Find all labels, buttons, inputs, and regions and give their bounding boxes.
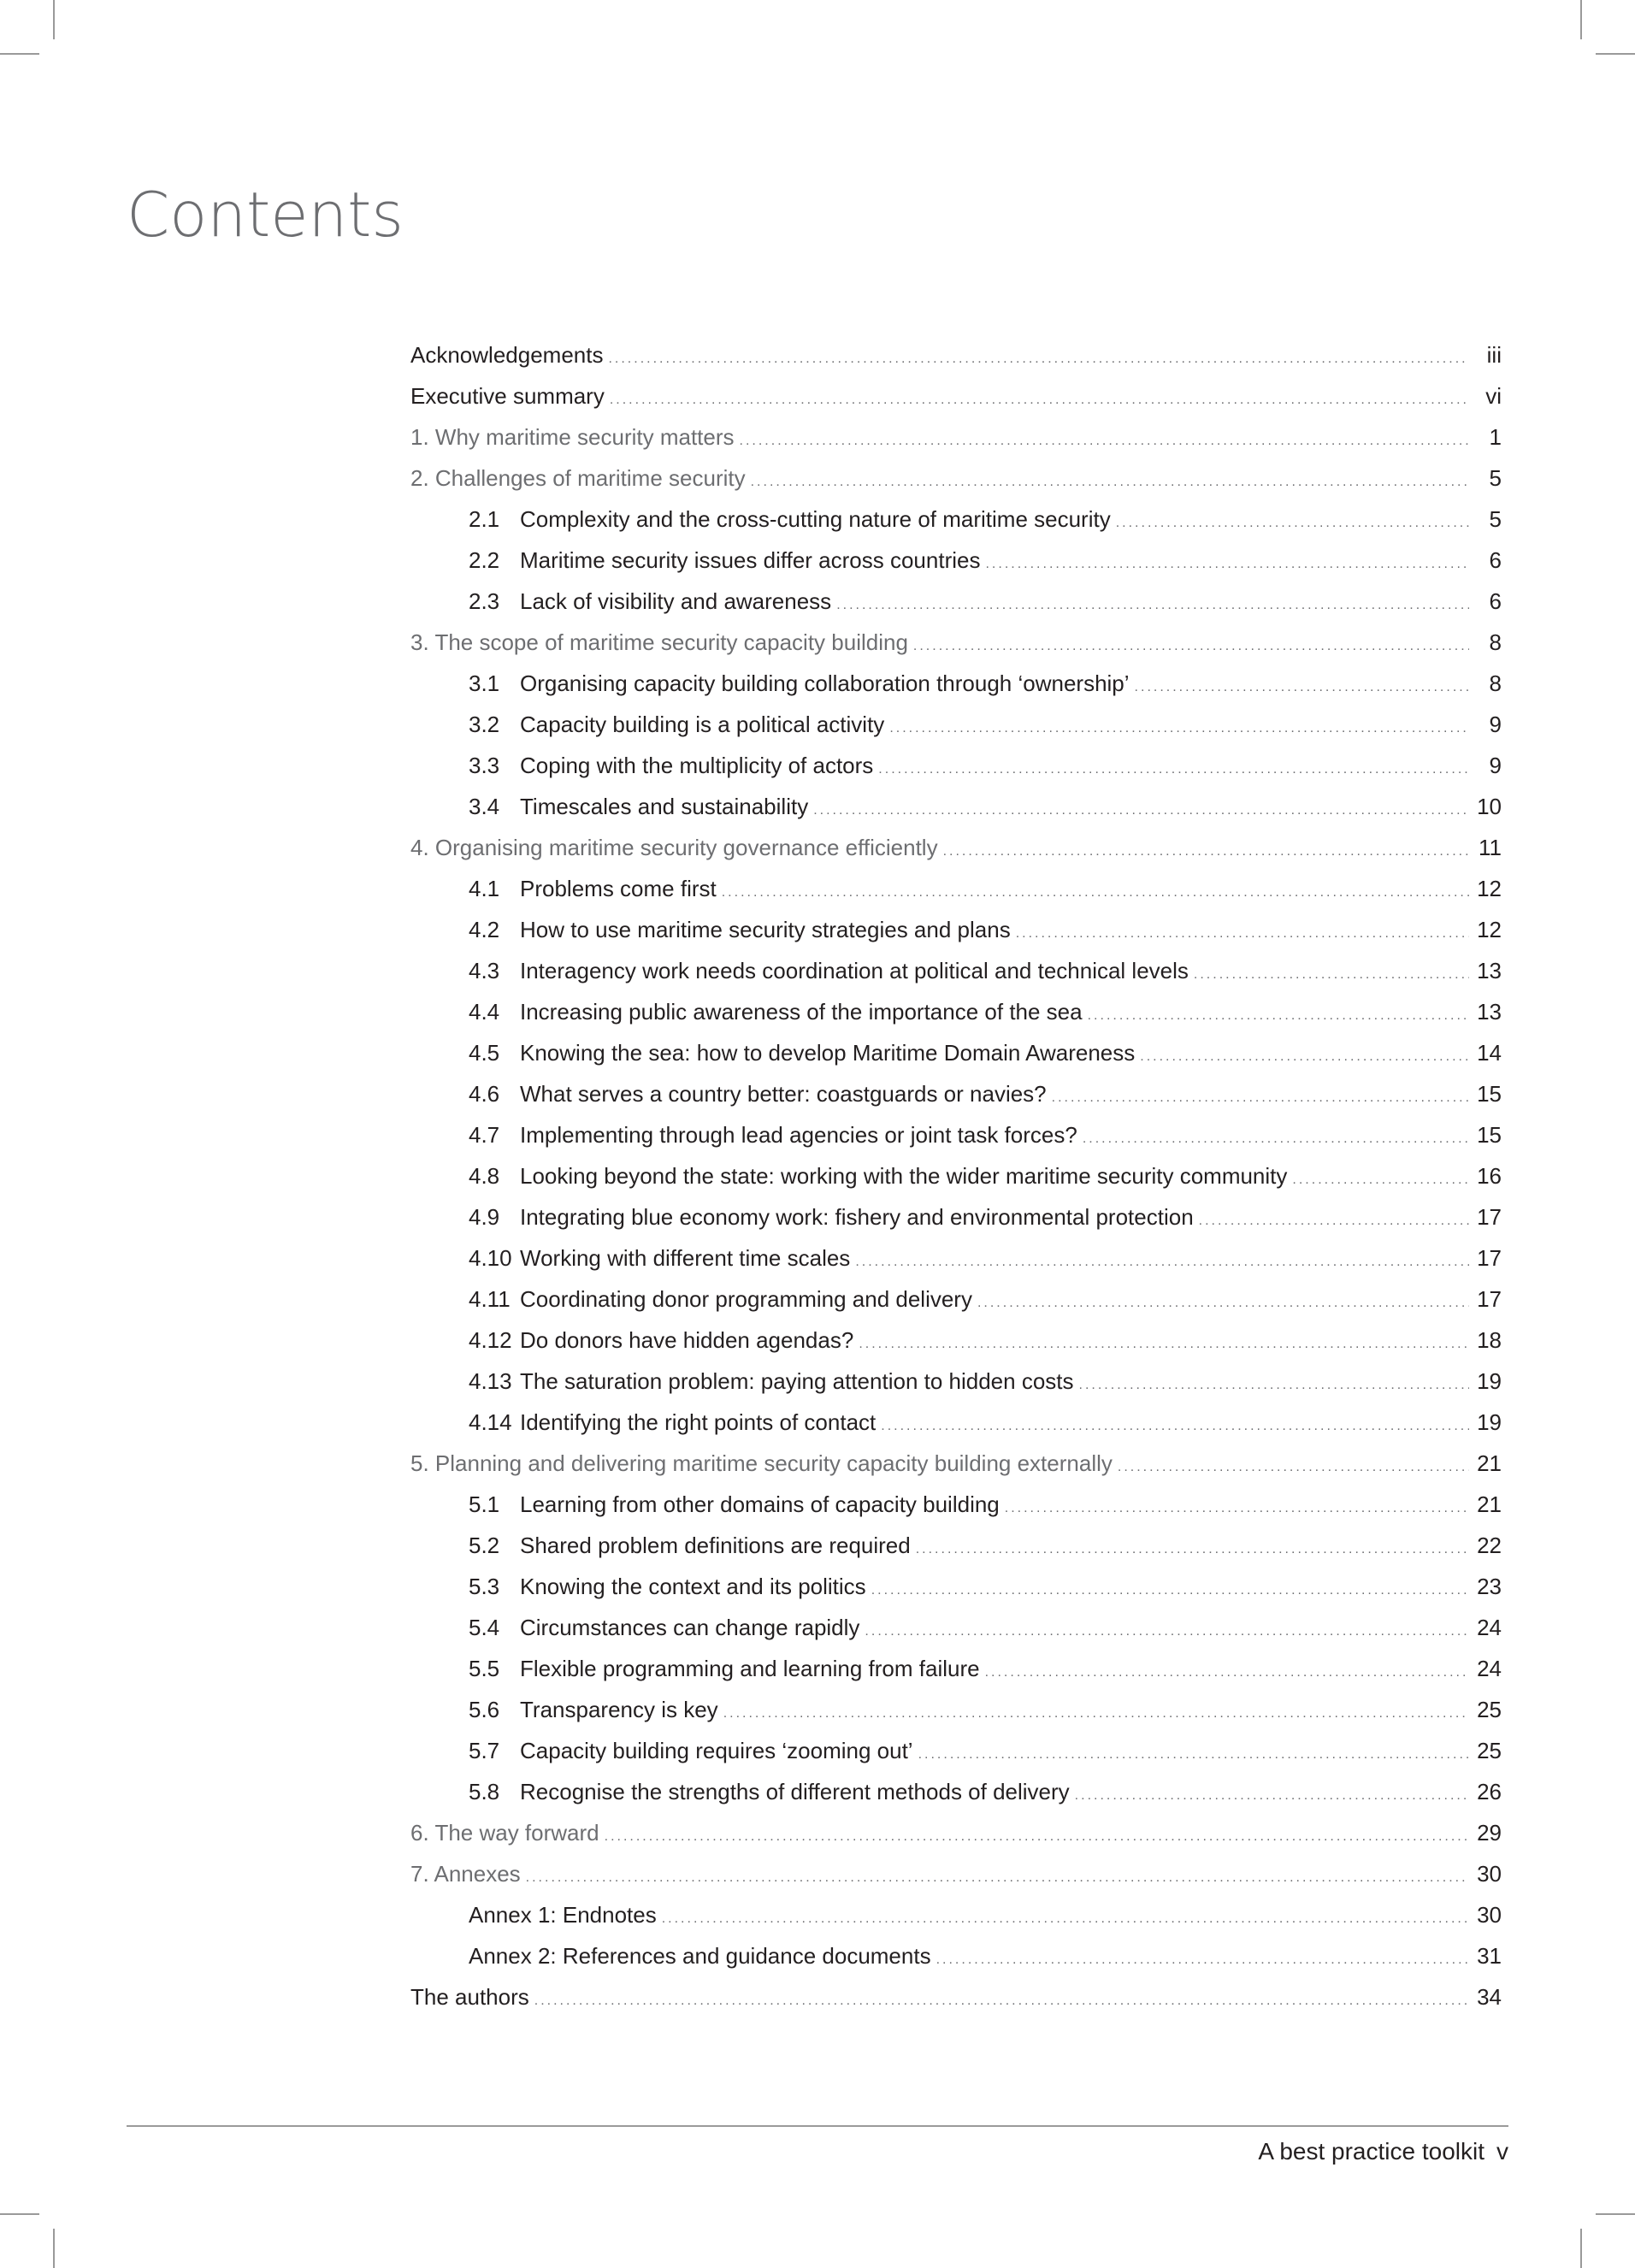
toc-entry[interactable]	[410, 909, 1502, 950]
toc-entry-number: 4.4	[469, 999, 500, 1025]
toc-entry-title: What serves a country better: coastguards or navies?	[520, 1081, 1047, 1107]
dot-leader	[1118, 1447, 1469, 1488]
dot-leader	[610, 380, 1469, 421]
toc-entry-page: 30	[1477, 1902, 1502, 1928]
toc-entry-page: 15	[1477, 1081, 1502, 1107]
toc-entry[interactable]	[410, 1607, 1502, 1648]
toc-entry-page: 19	[1477, 1368, 1502, 1394]
toc-entry-page: 13	[1477, 999, 1502, 1025]
crop-mark	[1580, 2229, 1582, 2268]
toc-entry-title: 1. Why maritime security matters	[410, 424, 735, 450]
toc-entry[interactable]	[410, 991, 1502, 1032]
toc-entry[interactable]	[410, 458, 1502, 499]
toc-entry-page: 6	[1489, 588, 1502, 614]
toc-entry-number: 4.1	[469, 876, 500, 901]
toc-entry-page: 25	[1477, 1697, 1502, 1722]
dot-leader	[1075, 1775, 1469, 1816]
toc-entry[interactable]	[410, 1361, 1502, 1402]
dot-leader	[916, 1529, 1469, 1570]
toc-entry[interactable]	[410, 786, 1502, 827]
toc-entry[interactable]	[410, 868, 1502, 909]
dot-leader	[723, 1693, 1469, 1734]
toc-entry-number: 4.9	[469, 1204, 500, 1230]
toc-entry-number: 4.11	[469, 1286, 511, 1312]
toc-entry-number: 3.3	[469, 753, 500, 778]
toc-entry[interactable]	[410, 1935, 1502, 1976]
toc-entry[interactable]	[410, 1279, 1502, 1320]
toc-entry-number: 4.5	[469, 1040, 500, 1066]
dot-leader	[662, 1899, 1469, 1940]
toc-entry-page: 18	[1477, 1327, 1502, 1353]
dot-leader	[878, 749, 1469, 790]
toc-entry-title: Increasing public awareness of the importance of the sea	[520, 999, 1083, 1025]
page-footer	[1258, 2135, 1508, 2169]
toc-entry-title: Recognise the strengths of different methods of delivery	[520, 1779, 1070, 1804]
toc-entry-title: Flexible programming and learning from failure	[520, 1656, 980, 1681]
dot-leader	[534, 1981, 1469, 2022]
toc-entry-title: Knowing the context and its politics	[520, 1574, 866, 1599]
toc-entry-number: 4.10	[469, 1245, 512, 1271]
dot-leader	[813, 790, 1469, 831]
toc-entry[interactable]	[410, 1976, 1502, 2017]
toc-entry-page: 9	[1489, 753, 1502, 778]
toc-entry-page: 5	[1489, 465, 1502, 491]
dot-leader	[865, 1611, 1469, 1652]
toc-entry-page: 22	[1477, 1533, 1502, 1558]
toc-entry[interactable]	[410, 1402, 1502, 1443]
toc-entry-number: 2.3	[469, 588, 500, 614]
toc-entry[interactable]	[410, 704, 1502, 745]
dot-leader	[526, 1858, 1469, 1899]
toc-entry-page: 21	[1477, 1450, 1502, 1476]
toc-entry-title: Shared problem definitions are required	[520, 1533, 911, 1558]
toc-entry-page: 24	[1477, 1615, 1502, 1640]
dot-leader	[855, 1242, 1469, 1283]
toc-entry-title: Capacity building is a political activity	[520, 712, 885, 737]
toc-entry-title: Do donors have hidden agendas?	[520, 1327, 854, 1353]
crop-mark	[1596, 53, 1635, 55]
toc-entry[interactable]	[410, 1196, 1502, 1237]
toc-entry[interactable]	[410, 540, 1502, 581]
toc-entry-page: 17	[1477, 1245, 1502, 1271]
toc-entry-number: 4.7	[469, 1122, 500, 1148]
toc-entry[interactable]	[410, 1730, 1502, 1771]
toc-entry-page: 19	[1477, 1409, 1502, 1435]
toc-entry-title: 2. Challenges of maritime security	[410, 465, 746, 491]
dot-leader	[1052, 1078, 1469, 1119]
toc-entry-title: Acknowledgements	[410, 342, 604, 368]
dot-leader	[836, 585, 1469, 626]
crop-mark	[0, 2213, 39, 2215]
toc-entry[interactable]	[410, 1114, 1502, 1155]
toc-entry-title: Organising capacity building collaboration through ‘ownership’	[520, 670, 1130, 696]
toc-entry-page: vi	[1485, 383, 1502, 409]
dot-leader	[1292, 1160, 1469, 1201]
toc-entry-title: Learning from other domains of capacity building	[520, 1491, 1000, 1517]
dot-leader	[1194, 954, 1469, 995]
dot-leader	[751, 462, 1469, 503]
toc-entry-page: 13	[1477, 958, 1502, 983]
toc-entry-number: 5.8	[469, 1779, 500, 1804]
toc-entry-title: Identifying the right points of contact	[520, 1409, 877, 1435]
toc-entry-title: 7. Annexes	[410, 1861, 521, 1887]
toc-entry-page: 31	[1477, 1943, 1502, 1969]
dot-leader	[881, 1406, 1469, 1447]
toc-entry[interactable]	[410, 1894, 1502, 1935]
toc-entry[interactable]	[410, 1812, 1502, 1853]
dot-leader	[985, 1652, 1469, 1693]
toc-entry-number: 5.1	[469, 1491, 500, 1517]
dot-leader	[1135, 667, 1469, 708]
dot-leader	[1079, 1365, 1469, 1406]
toc-entry-number: 3.4	[469, 794, 500, 819]
toc-entry-number: 5.4	[469, 1615, 500, 1640]
footer-text: A best practice toolkit	[1258, 2138, 1484, 2165]
toc-entry-page: 5	[1489, 506, 1502, 532]
toc-entry-page: 21	[1477, 1491, 1502, 1517]
toc-entry-number: 5.3	[469, 1574, 500, 1599]
toc-entry[interactable]	[410, 827, 1502, 868]
toc-entry[interactable]	[410, 581, 1502, 622]
toc-entry-title: Annex 1: Endnotes	[469, 1902, 657, 1928]
toc-entry-title: 4. Organising maritime security governance efficiently	[410, 835, 938, 860]
toc-entry-title: Executive summary	[410, 383, 605, 409]
toc-entry-page: 24	[1477, 1656, 1502, 1681]
toc-entry[interactable]	[410, 1566, 1502, 1607]
toc-entry-number: 4.12	[469, 1327, 512, 1353]
dot-leader	[1016, 913, 1469, 954]
toc-entry[interactable]	[410, 950, 1502, 991]
toc-entry[interactable]	[410, 334, 1502, 375]
crop-mark	[53, 2229, 55, 2268]
toc-entry-page: 8	[1489, 629, 1502, 655]
toc-entry-title: Working with different time scales	[520, 1245, 851, 1271]
toc-entry[interactable]	[410, 416, 1502, 458]
toc-entry[interactable]	[410, 1689, 1502, 1730]
toc-entry[interactable]	[410, 745, 1502, 786]
toc-entry-title: 3. The scope of maritime security capacity building	[410, 629, 908, 655]
dot-leader	[985, 544, 1469, 585]
dot-leader	[913, 626, 1469, 667]
toc-entry-title: Lack of visibility and awareness	[520, 588, 832, 614]
toc-entry[interactable]	[410, 1032, 1502, 1073]
toc-entry-title: The saturation problem: paying attention to hidden costs	[520, 1368, 1074, 1394]
toc-entry-title: Integrating blue economy work: fishery and environmental protection	[520, 1204, 1194, 1230]
toc-entry-page: 12	[1477, 876, 1502, 901]
dot-leader	[943, 831, 1469, 872]
toc-entry-title: Timescales and sustainability	[520, 794, 809, 819]
toc-entry[interactable]	[410, 1073, 1502, 1114]
toc-entry-page: 34	[1477, 1984, 1502, 2010]
dot-leader	[1083, 1119, 1469, 1160]
footer-rule	[127, 2125, 1508, 2127]
toc-entry-title: Complexity and the cross-cutting nature of maritime security	[520, 506, 1111, 532]
dot-leader	[740, 421, 1469, 462]
toc-entry-number: 4.13	[469, 1368, 512, 1394]
toc-entry-title: How to use maritime security strategies and plans	[520, 917, 1011, 942]
dot-leader	[1005, 1488, 1469, 1529]
toc-entry[interactable]	[410, 1320, 1502, 1361]
toc-entry-page: 26	[1477, 1779, 1502, 1804]
toc-entry-number: 3.2	[469, 712, 500, 737]
toc-entry-number: 4.3	[469, 958, 500, 983]
toc-entry-page: 10	[1477, 794, 1502, 819]
toc-entry-page: 15	[1477, 1122, 1502, 1148]
toc-entry-number: 2.1	[469, 506, 500, 532]
table-of-contents	[410, 334, 1502, 2017]
toc-entry-title: 5. Planning and delivering maritime security capacity building externally	[410, 1450, 1113, 1476]
toc-entry-title: Interagency work needs coordination at political and technical levels	[520, 958, 1189, 983]
toc-entry-title: Maritime security issues differ across countries	[520, 547, 981, 573]
toc-entry-page: 25	[1477, 1738, 1502, 1763]
toc-entry-title: Capacity building requires ‘zooming out’	[520, 1738, 913, 1763]
dot-leader	[859, 1324, 1469, 1365]
toc-entry-page: 8	[1489, 670, 1502, 696]
toc-entry-page: 29	[1477, 1820, 1502, 1846]
toc-entry-page: 11	[1479, 835, 1502, 860]
dot-leader	[1140, 1037, 1469, 1078]
toc-entry-page: iii	[1486, 342, 1502, 368]
toc-entry[interactable]	[410, 1237, 1502, 1279]
toc-entry-number: 2.2	[469, 547, 500, 573]
page-number: v	[1496, 2138, 1508, 2165]
toc-entry-page: 23	[1477, 1574, 1502, 1599]
toc-entry-title: Looking beyond the state: working with the wider maritime security community	[520, 1163, 1288, 1189]
toc-entry-title: Transparency is key	[520, 1697, 718, 1722]
toc-entry[interactable]	[410, 622, 1502, 663]
dot-leader	[977, 1283, 1469, 1324]
toc-entry-title: Annex 2: References and guidance documents	[469, 1943, 931, 1969]
toc-entry-number: 4.2	[469, 917, 500, 942]
toc-entry-number: 5.7	[469, 1738, 500, 1763]
toc-entry[interactable]	[410, 1443, 1502, 1484]
dot-leader	[918, 1734, 1469, 1775]
toc-entry-title: Knowing the sea: how to develop Maritime Domain Awareness	[520, 1040, 1136, 1066]
toc-entry[interactable]	[410, 1771, 1502, 1812]
toc-entry[interactable]	[410, 499, 1502, 540]
toc-entry-title: Coping with the multiplicity of actors	[520, 753, 874, 778]
toc-entry-number: 4.8	[469, 1163, 500, 1189]
toc-entry-title: Circumstances can change rapidly	[520, 1615, 860, 1640]
dot-leader	[1116, 503, 1469, 544]
page-title: Contents	[127, 179, 404, 251]
toc-entry[interactable]	[410, 1648, 1502, 1689]
toc-entry-title: Problems come first	[520, 876, 717, 901]
toc-entry-page: 17	[1477, 1286, 1502, 1312]
toc-entry-number: 5.5	[469, 1656, 500, 1681]
dot-leader	[871, 1570, 1469, 1611]
toc-entry-title: Implementing through lead agencies or joint task forces?	[520, 1122, 1077, 1148]
dot-leader	[889, 708, 1469, 749]
toc-entry-page: 6	[1489, 547, 1502, 573]
toc-entry-number: 4.6	[469, 1081, 500, 1107]
crop-mark	[1596, 2213, 1635, 2215]
toc-entry-page: 14	[1477, 1040, 1502, 1066]
dot-leader	[1088, 995, 1469, 1037]
dot-leader	[605, 1816, 1469, 1858]
toc-entry[interactable]	[410, 375, 1502, 416]
toc-entry-title: 6. The way forward	[410, 1820, 599, 1846]
dot-leader	[722, 872, 1469, 913]
crop-mark	[53, 0, 55, 39]
toc-entry[interactable]	[410, 663, 1502, 704]
crop-mark	[1580, 0, 1582, 39]
toc-entry-title: The authors	[410, 1984, 529, 2010]
toc-entry[interactable]	[410, 1525, 1502, 1566]
toc-entry[interactable]	[410, 1853, 1502, 1894]
toc-entry-page: 30	[1477, 1861, 1502, 1887]
dot-leader	[608, 339, 1469, 380]
toc-entry-number: 4.14	[469, 1409, 512, 1435]
toc-entry-title: Coordinating donor programming and delivery	[520, 1286, 972, 1312]
toc-entry-page: 1	[1489, 424, 1502, 450]
toc-entry-page: 9	[1489, 712, 1502, 737]
toc-entry-number: 3.1	[469, 670, 500, 696]
toc-entry-number: 5.6	[469, 1697, 500, 1722]
crop-mark	[0, 53, 39, 55]
dot-leader	[1199, 1201, 1469, 1242]
toc-entry-page: 17	[1477, 1204, 1502, 1230]
toc-entry-page: 16	[1477, 1163, 1502, 1189]
toc-entry[interactable]	[410, 1484, 1502, 1525]
toc-entry-number: 5.2	[469, 1533, 500, 1558]
dot-leader	[936, 1940, 1469, 1981]
toc-entry-page: 12	[1477, 917, 1502, 942]
toc-entry[interactable]	[410, 1155, 1502, 1196]
